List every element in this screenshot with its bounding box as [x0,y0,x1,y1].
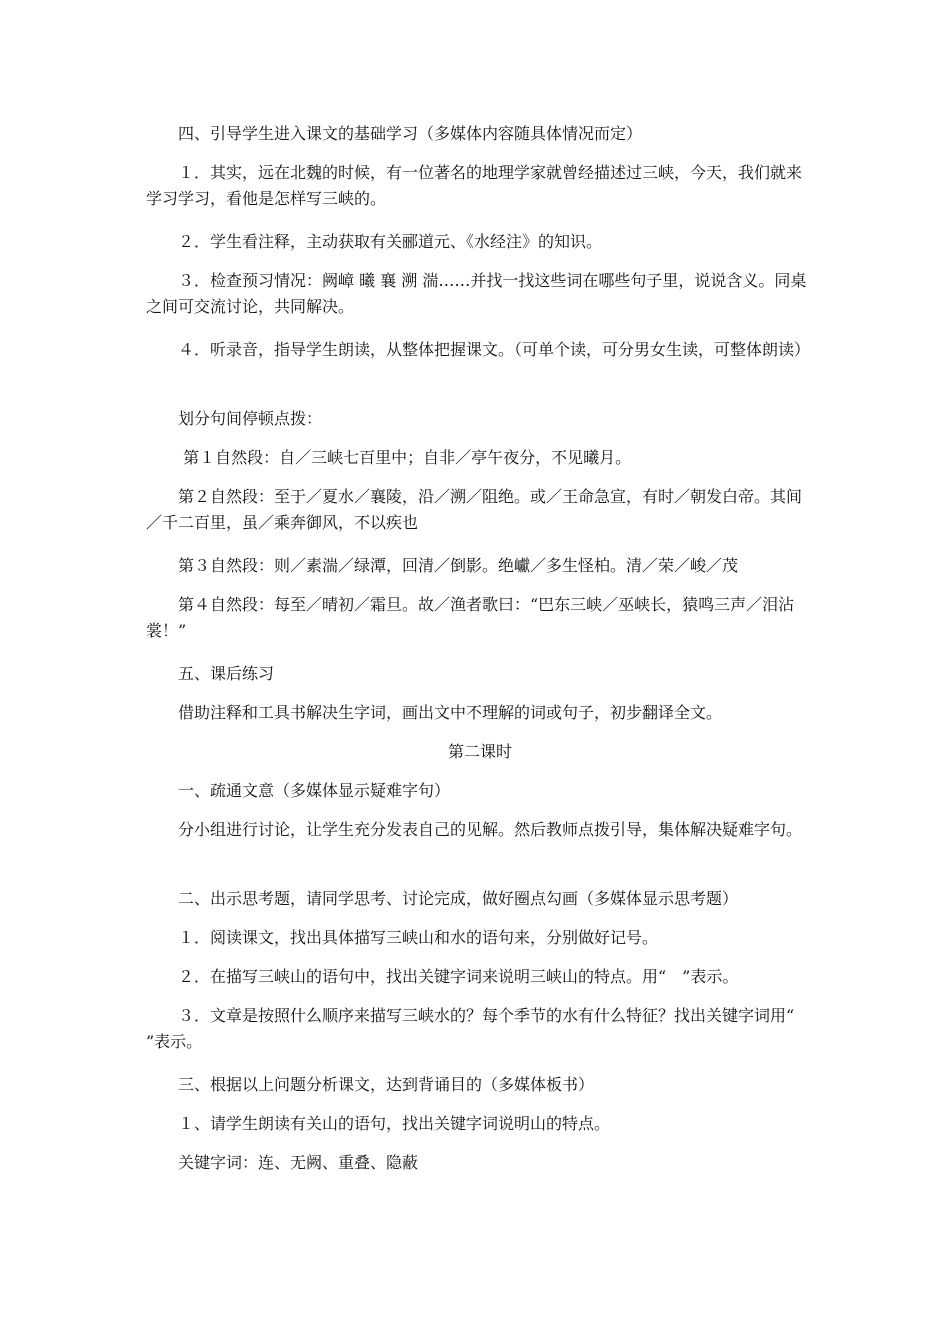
homework-text: 借助注释和工具书解决生字词，画出文中不理解的词或句子，初步翻译全文。 [146,703,723,722]
paragraph-section-4: 第４自然段：每至／晴初／霜旦。故／渔者歌曰：“巴东三峡／巫峡长，猿鸣三声／泪沾裳！” [146,595,795,640]
discussion-text: 分小组进行讨论，让学生充分发表自己的见解。然后教师点拨引导，集体解决疑难字句。 [146,820,803,839]
section-heading-5: 五、课后练习 [146,664,275,683]
paragraph-item-3: ３．检查预习情况：阙嶂 曦 襄 溯 湍……并找一找这些词在哪些句子里，说说含义。同桌之间可交流讨论，共同解决。 [146,271,807,316]
lesson-two-title: 第二课时 [447,742,512,761]
question-item-2: ２．在描写三峡山的语句中，找出关键字词来说明三峡山的特点。用“ ”表示。 [146,967,739,986]
paragraph-section-3: 第３自然段：则／素湍／绿潭，回清／倒影。绝巘／多生怪柏。清／荣／峻／茂 [146,556,739,575]
paragraph-item-1: １．其实，远在北魏的时候，有一位著名的地理学家就曾经描述过三峡，今天，我们就来学习学习，看他是怎样写三峡的。 [146,163,803,208]
section-heading-4: 四、引导学生进入课文的基础学习（多媒体内容随具体情况而定） [146,124,643,143]
paragraph-section-1: 第１自然段：自／三峡七百里中；自非／亭午夜分，不见曦月。 [146,448,632,467]
paragraph-item-2: ２．学生看注释，主动获取有关郦道元、《水经注》的知识。 [146,232,603,251]
keywords-text: 关键字词：连、无阙、重叠、隐蔽 [146,1153,419,1172]
question-item-1: １．阅读课文，找出具体描写三峡山和水的语句来，分别做好记号。 [146,928,659,947]
pause-guide-heading: 划分句间停顿点拨： [146,409,323,428]
paragraph-item-4: ４．听录音，指导学生朗读，从整体把握课文。（可单个读，可分男女生读，可整体朗读） [146,340,811,359]
paragraph-section-2: 第２自然段：至于／夏水／襄陵，沿／溯／阻绝。或／王命急宣，有时／朝发白帝。其间／千二百里，虽／乘奔御风，不以疾也 [146,487,803,532]
lesson2-heading-2: 二、出示思考题，请同学思考、讨论完成，做好圈点勾画（多媒体显示思考题） [146,889,739,908]
question-item-3: ３．文章是按照什么顺序来描写三峡水的？每个季节的水有什么特征？找出关键字词用“ ”表示。 [146,1006,827,1051]
lesson2-heading-3: 三、根据以上问题分析课文，达到背诵目的（多媒体板书） [146,1075,595,1094]
lesson2-heading-1: 一、疏通文意（多媒体显示疑难字句） [146,781,451,800]
analysis-item-1: １、请学生朗读有关山的语句，找出关键字词说明山的特点。 [146,1114,611,1133]
